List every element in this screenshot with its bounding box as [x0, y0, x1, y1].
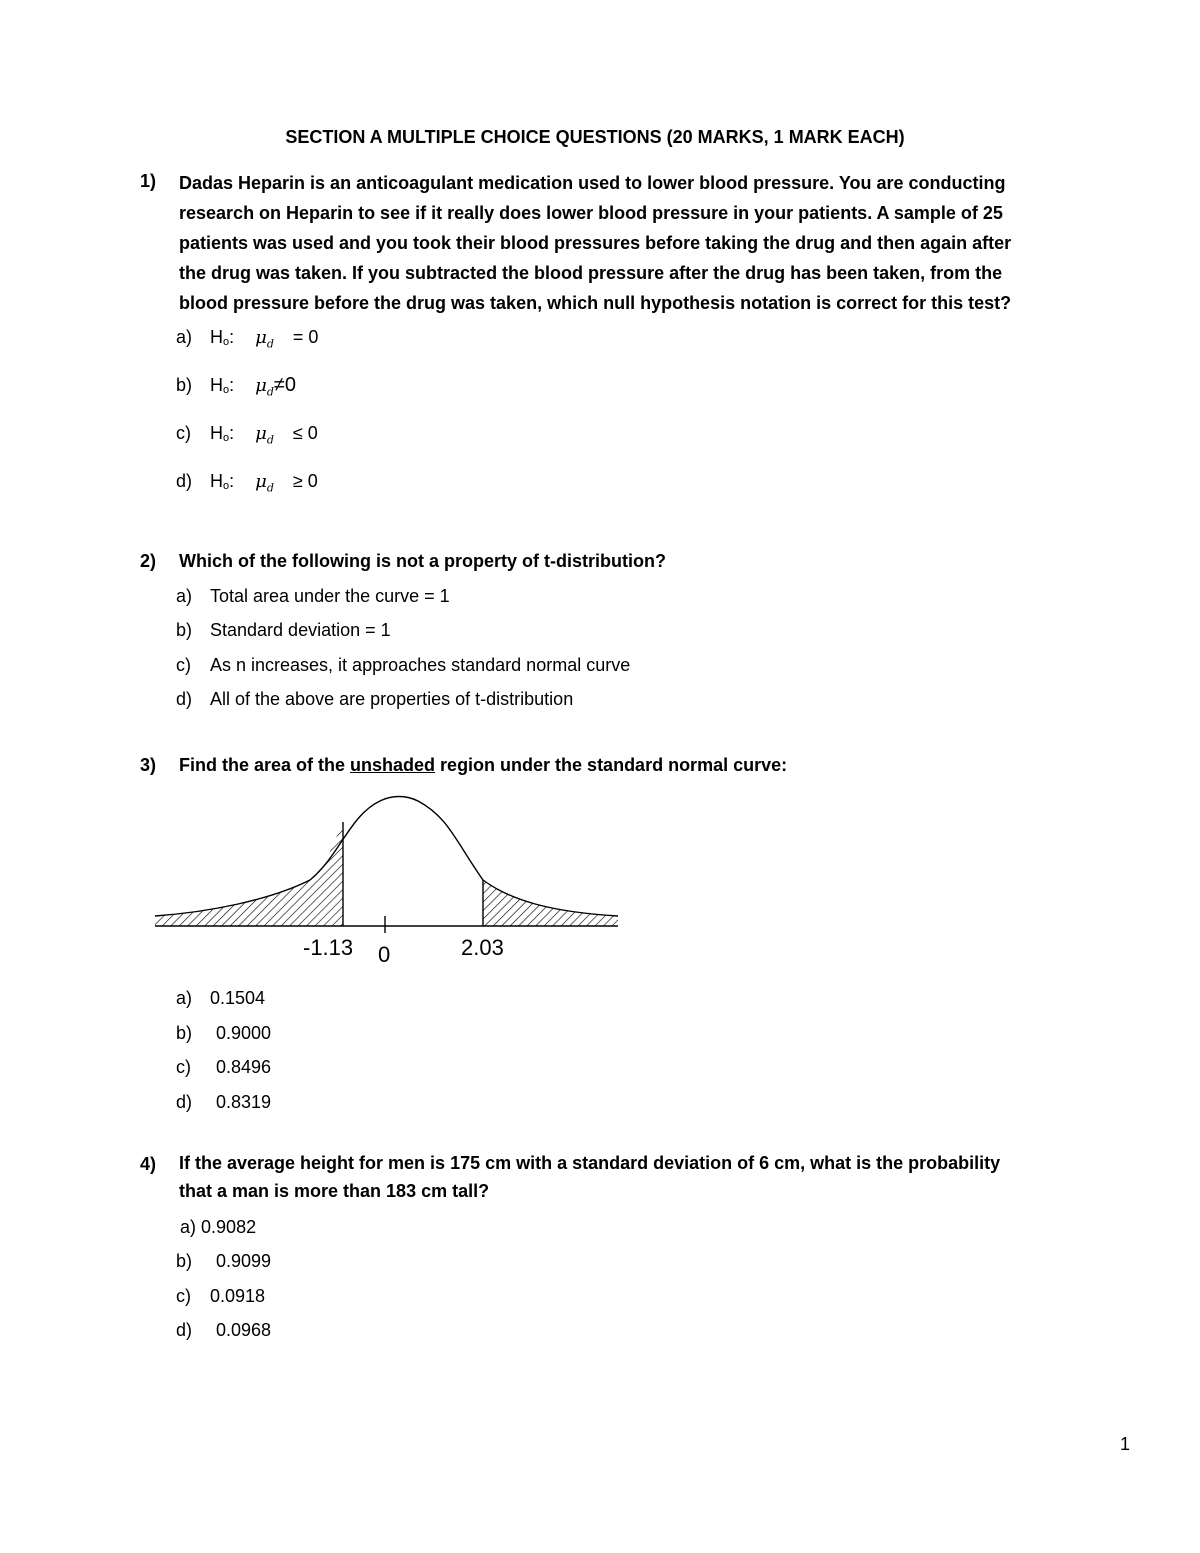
option-text: 0.9099 [216, 1251, 272, 1271]
question-2-text: Which of the following is not a property of t-distribution? [179, 551, 666, 571]
option-text: 0.0918 [210, 1286, 266, 1306]
question-2-option-a[interactable] [176, 586, 450, 607]
option-letter: b) [176, 1023, 193, 1043]
option-text: Total area under the curve = 1 [210, 586, 450, 606]
mu-d-symbol: $\mu_d$ [255, 375, 274, 399]
question-1-line: patients was used and you took their blood pressures before taking the drug and then again after [179, 233, 1012, 253]
option-letter: b) [176, 620, 193, 640]
option-letter: a) [176, 586, 193, 606]
question-2-option-b[interactable] [176, 620, 391, 641]
question-1-option-c[interactable] [176, 423, 318, 447]
option-text: 0.8319 [216, 1092, 272, 1112]
question-4-line: If the average height for men is 175 cm with a standard deviation of 6 cm, what is the probability [179, 1153, 1001, 1173]
question-3-option-b[interactable] [176, 1023, 271, 1044]
question-4-option-d[interactable] [176, 1320, 271, 1341]
option-text: Standard deviation = 1 [210, 620, 391, 640]
question-1-line: blood pressure before the drug was taken, which null hypothesis notation is correct for this test? [179, 293, 1012, 313]
relation: ≥ 0 [292, 471, 318, 491]
underlined-word: unshaded [350, 755, 436, 775]
mu-d-symbol: $\mu_d$ [255, 423, 274, 447]
question-1-number: 1) [140, 171, 157, 191]
option-letter: b) [176, 1251, 193, 1271]
question-4-option-b[interactable] [176, 1251, 271, 1272]
option-text: All of the above are properties of t-distribution [210, 689, 574, 709]
right-label: 2.03 [461, 935, 504, 960]
option-letter: d) [176, 471, 193, 491]
question-3-number: 3) [140, 755, 157, 775]
question-4-line: that a man is more than 183 cm tall? [179, 1181, 490, 1201]
left-label: -1.13 [303, 935, 354, 960]
page-number: 1 [1119, 1434, 1130, 1454]
mu-d-symbol: $\mu_d$ [255, 327, 274, 351]
question-1-option-a[interactable] [176, 327, 318, 351]
option-letter: b) [176, 375, 193, 395]
option-text: 0.8496 [216, 1057, 272, 1077]
option-letter: c) [176, 1057, 191, 1077]
question-4-number: 4) [140, 1154, 157, 1174]
question-4-text [179, 1149, 1000, 1205]
relation: ≤ 0 [292, 423, 318, 443]
section-title: SECTION A MULTIPLE CHOICE QUESTIONS (20 MARKS, 1 MARK EACH) [285, 127, 905, 147]
center-label: 0 [378, 942, 391, 967]
question-2-number: 2) [140, 551, 157, 571]
question-1-option-b[interactable] [176, 374, 296, 399]
option-letter: d) [176, 1092, 193, 1112]
question-3-option-c[interactable] [176, 1057, 271, 1078]
h0-symbol: Ho: [210, 423, 235, 444]
mu-d-symbol: $\mu_d$ [255, 471, 274, 495]
option-letter: a) [176, 988, 193, 1008]
option-text: 0.9000 [216, 1023, 272, 1043]
option-letter: c) [176, 655, 191, 675]
normal-curve-figure [150, 785, 630, 970]
right-shaded-tail [483, 880, 618, 926]
question-3-option-d[interactable] [176, 1092, 271, 1113]
question-4-option-c[interactable] [176, 1286, 265, 1307]
option-letter: a) [180, 1217, 197, 1237]
question-4-option-a[interactable] [180, 1217, 256, 1238]
question-1-line: the drug was taken. If you subtracted the blood pressure after the drug has been taken, from the [179, 263, 1003, 283]
relation: = 0 [292, 327, 319, 347]
question-1-text [179, 168, 1011, 318]
option-text: 0.1504 [210, 988, 266, 1008]
question-1-line: Dadas Heparin is an anticoagulant medication used to lower blood pressure. You are conducting [179, 173, 1006, 193]
h0-symbol: Ho: [210, 327, 235, 348]
option-letter: c) [176, 1286, 191, 1306]
option-letter: d) [176, 689, 193, 709]
h0-symbol: Ho: [210, 471, 235, 492]
option-text: 0.9082 [201, 1217, 257, 1237]
question-1-option-d[interactable] [176, 471, 318, 495]
option-text: 0.0968 [216, 1320, 272, 1340]
option-letter: c) [176, 423, 191, 443]
question-2-option-d[interactable] [176, 689, 573, 710]
curve-outline [155, 797, 618, 917]
question-2-option-c[interactable] [176, 655, 630, 676]
h0-symbol: Ho: [210, 375, 235, 396]
option-text: As n increases, it approaches standard normal curve [210, 655, 631, 675]
relation: ≠0 [273, 374, 297, 396]
option-letter: a) [176, 327, 193, 347]
question-1-line: research on Heparin to see if it really does lower blood pressure in your patients. A sample of 25 [179, 203, 1003, 223]
question-3-option-a[interactable] [176, 988, 265, 1009]
left-shaded-tail [155, 822, 343, 926]
question-3-text: Find the area of the unshaded region under the standard normal curve: [179, 755, 788, 775]
option-letter: d) [176, 1320, 193, 1340]
